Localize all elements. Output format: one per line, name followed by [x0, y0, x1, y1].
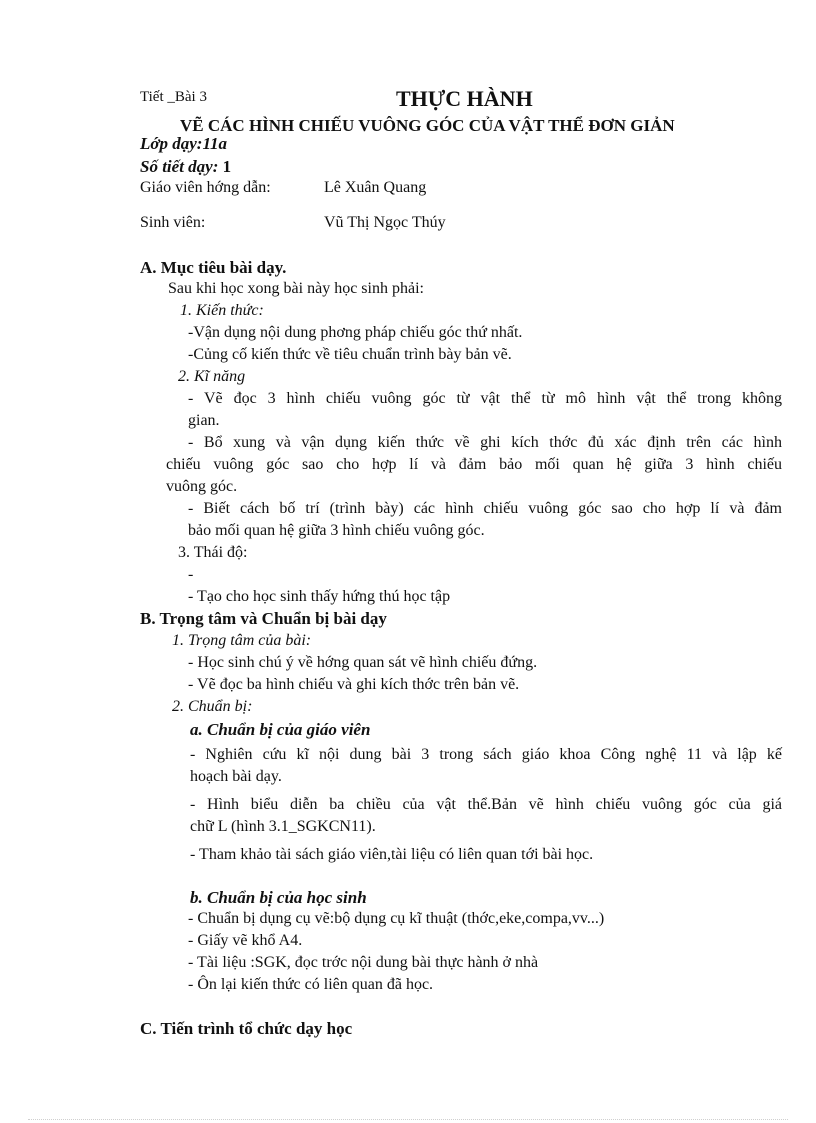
page-title: THỰC HÀNH	[396, 86, 533, 111]
knowledge-item-2: -Củng cố kiến thức về tiêu chuẩn trình bày bản vẽ.	[188, 346, 512, 363]
knowledge-label	[180, 303, 264, 319]
teacher-value: Lê Xuân Quang	[324, 179, 427, 196]
focus-label: 1. Trọng tâm của bài:	[172, 632, 312, 649]
page-subtitle: VẼ CÁC HÌNH CHIẾU VUÔNG GÓC CỦA VẬT THỂ ĐƠN GIẢN	[180, 116, 675, 135]
skill-2-line-2: chiếu vuông góc sao cho hợp lí và đảm bảo mối quan hệ giữa 3 hình chiếu	[166, 456, 782, 473]
skill-3-line-1: - Biết cách bố trí (trình bày) các hình chiếu vuông góc sao cho hợp lí và đảm	[188, 500, 782, 517]
skill-1-line-2: gian.	[188, 412, 220, 429]
periods-row	[140, 158, 231, 175]
teacher-prep-1-line-1: - Nghiên cứu kĩ nội dung bài 3 trong sách giáo khoa Công nghệ 11 và lập kế	[190, 746, 782, 763]
periods-value: 1	[222, 157, 232, 176]
class-label: Lớp dạy:11a	[140, 134, 228, 153]
teacher-prep-heading: a. Chuẩn bị của giáo viên	[190, 720, 371, 739]
student-prep-3: - Tài liệu :SGK, đọc trớc nội dung bài thực hành ở nhà	[188, 954, 539, 971]
skill-3-line-2: bảo mối quan hệ giữa 3 hình chiếu vuông góc.	[188, 522, 485, 539]
knowledge-label-text: 1. Kiến thức:	[180, 302, 264, 319]
teacher-prep-1-line-2: hoạch bài dạy.	[190, 768, 282, 785]
student-prep-4: - Ôn lại kiến thức có liên quan đã học.	[188, 976, 434, 993]
section-b-heading: B. Trọng tâm và Chuẩn bị bài dạy	[140, 609, 387, 628]
student-prep-2: - Giấy vẽ khổ A4.	[188, 932, 303, 949]
section-c-heading: C. Tiến trình tổ chức dạy học	[140, 1019, 353, 1038]
focus-item-2: - Vẽ đọc ba hình chiếu và ghi kích thớc trên bản vẽ.	[188, 676, 520, 693]
student-value: Vũ Thị Ngọc Thúy	[324, 214, 446, 231]
lesson-label: Tiết _Bài 3	[140, 89, 207, 105]
student-prep-1: - Chuẩn bị dụng cụ vẽ:bộ dụng cụ kĩ thuật (thớc,eke,compa,vv...)	[188, 910, 605, 927]
attitude-item-1: -	[188, 566, 194, 583]
focus-item-1: - Học sinh chú ý về hớng quan sát vẽ hình chiếu đứng.	[188, 654, 538, 671]
section-a-heading: A. Mục tiêu bài dạy.	[140, 258, 287, 277]
knowledge-item-1: -Vận dụng nội dung phơng pháp chiếu góc thứ nhất.	[188, 324, 523, 341]
teacher-label: Giáo viên hớng dẫn:	[140, 179, 271, 196]
section-a-intro: Sau khi học xong bài này học sinh phải:	[168, 280, 424, 297]
student-prep-heading: b. Chuẩn bị của học sinh	[190, 888, 367, 907]
skill-2-line-1: - Bổ xung và vận dụng kiến thức về ghi kích thớc đủ xác định trên các hình	[188, 434, 782, 451]
student-label: Sinh viên:	[140, 214, 206, 231]
skill-2-line-3: vuông góc.	[166, 478, 238, 495]
skill-1-line-1: - Vẽ đọc 3 hình chiếu vuông góc từ vật thể từ mô hình vật thể trong không	[188, 390, 782, 407]
teacher-prep-3: - Tham khảo tài sách giáo viên,tài liệu có liên quan tới bài học.	[190, 846, 594, 863]
prep-label: 2. Chuẩn bị:	[172, 698, 253, 715]
page-bottom-divider	[28, 1119, 788, 1120]
skills-label: 2. Kĩ năng	[178, 368, 246, 385]
teacher-prep-2-line-2: chữ L (hình 3.1_SGKCN11).	[190, 818, 376, 835]
attitude-item-2: - Tạo cho học sinh thấy hứng thú học tập	[188, 588, 451, 605]
periods-label: Số tiết dạy:	[140, 157, 219, 176]
attitude-label: 3. Thái độ:	[178, 544, 248, 561]
teacher-prep-2-line-1: - Hình biểu diễn ba chiều của vật thể.Bản vẽ hình chiếu vuông góc của giá	[190, 796, 782, 813]
